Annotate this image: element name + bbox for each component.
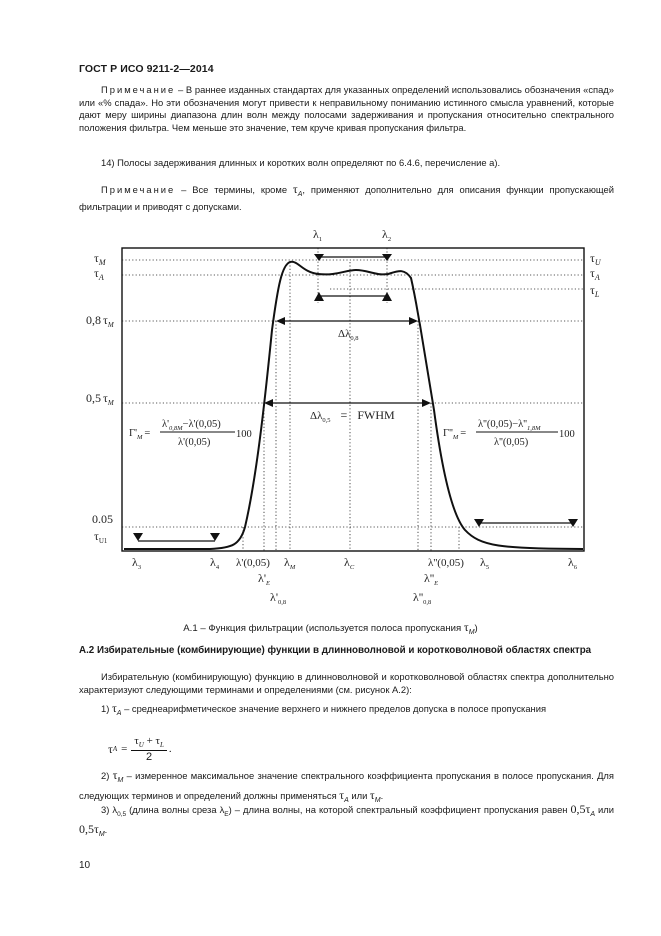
num-a: τ <box>134 735 139 747</box>
num-a-sub: U <box>138 741 144 750</box>
label-lambda-6: $\lambda_6$ <box>568 555 578 571</box>
formula-end: . <box>168 743 172 756</box>
item1-text: – среднеарифметическое значение верхнего и нижнего пределов допуска в полосе пропускания <box>124 703 547 714</box>
item2-t1: τ <box>339 787 345 802</box>
svg-text:Γ'M=: $\Gamma'_M$ = <box>129 428 151 441</box>
svg-text:λ''(0,05)−λ''1,8M: $\lambda''(0,05)-\lambda''_{1,8M}$ <box>478 419 541 432</box>
formula-eq: = <box>121 743 128 756</box>
section-title: А.2 Избирательные (комбинирующие) функции в длинноволновой и коротковолновой областях спектра <box>79 645 592 656</box>
item3-text-a: (длина волны среза <box>126 804 220 815</box>
item3-v2-sub: M <box>98 830 105 838</box>
item1-prefix: 1) <box>101 703 112 714</box>
item2-t1-sub: A <box>344 796 349 804</box>
item-1 <box>79 702 614 720</box>
label-lambda-4: $\lambda_4$ <box>210 555 220 571</box>
formula-lhs-sub: A <box>112 745 118 754</box>
tau-a-formula <box>108 735 172 763</box>
svg-text:100: 100 <box>236 429 252 440</box>
svg-text:λ''(0,05): λ''(0,05) <box>494 437 529 448</box>
item1-tau: τ <box>111 701 117 715</box>
left-slope-formula <box>129 419 252 448</box>
item1-tau-sub: A <box>116 709 122 717</box>
item3-lambda: λ <box>112 804 118 815</box>
label-tau-u: $\tau_U$ <box>590 251 601 267</box>
formula-lhs: τ <box>108 741 113 756</box>
svg-text:Γ''M=: $\Gamma''_M$ = <box>443 428 467 441</box>
label-p08: 0,8 $\tau_M$ <box>86 313 114 329</box>
item3-v1-sub: A <box>590 810 595 818</box>
label-tau-m: $\tau_M$ <box>94 251 106 267</box>
label-fwhm: $\Delta\lambda_{0,5}$ = FWHM <box>310 408 395 424</box>
label-tau-l: $\tau_L$ <box>590 283 600 299</box>
width08-arrow-left-head <box>276 317 285 325</box>
marker-l3 <box>133 533 143 541</box>
caption-tau-sub: M <box>468 628 475 636</box>
label-lambda-2: $\lambda_2$ <box>382 227 392 243</box>
label-lambda-ea: $\lambda'_E$ <box>258 571 270 587</box>
svg-text:100: 100 <box>559 429 575 440</box>
item2-text: – измеренное максимальное значение спектрального коэффициента пропускания в полосе пропускания. Для следующих терминов и определений должны применяться <box>79 770 614 801</box>
paragraph-1: Избирательную (комбинирующую) функцию в длинноволновой и коротковолновой областях спектра дополнительно характеризуют следующими терминами и определениями (см. рисунок А.2): <box>79 671 614 695</box>
formula-denominator: 2 <box>146 751 153 764</box>
label-lambda-c: $\lambda_C$ <box>344 555 355 571</box>
label-lambda-08b: $\lambda''_{0,8}$ <box>413 590 432 606</box>
label-width08: $\Delta\lambda_{0,8}$ <box>338 328 359 342</box>
filter-transmission-curve <box>124 262 583 549</box>
item2-mid: или <box>348 789 370 801</box>
item2-t2-sub: M <box>374 796 381 804</box>
item3-end: . <box>104 823 108 835</box>
num-b: τ <box>155 735 160 747</box>
item2-tau: τ <box>112 768 118 782</box>
formula-numerator <box>131 735 167 751</box>
item2-end: . <box>380 789 384 801</box>
label-lambda-005a: λ'(0,05) <box>236 557 270 569</box>
caption-tau: τ <box>463 620 469 634</box>
label-tau-u1: $\tau_{U1}$ <box>94 529 108 545</box>
marker-l4 <box>210 533 220 541</box>
note-text-after: , применяют дополнительно для описания функции пропускающей фильтрации и приводят с допусками. <box>79 184 614 213</box>
label-lambda-08a: $\lambda'_{0,8}$ <box>270 590 287 606</box>
caption-text: А.1 – Функция фильтрации (используется полоса пропускания <box>183 623 464 634</box>
figure-frame <box>122 248 584 551</box>
note-label: Примечание <box>101 184 176 195</box>
item-3 <box>79 802 614 842</box>
item3-v2: 0,5τ <box>79 821 99 836</box>
label-tau-a: $\tau_A$ <box>94 266 104 282</box>
label-tau-a-right: $\tau_A$ <box>590 266 600 282</box>
tau-subscript: A <box>297 190 303 198</box>
label-p005: 0.05 <box>92 512 113 526</box>
right-slope-formula <box>443 419 575 448</box>
label-lambda-eb: $\lambda''_E$ <box>424 571 439 587</box>
item2-prefix: 2) <box>101 770 113 781</box>
page-number: 10 <box>79 860 91 871</box>
label-lambda-005b: λ''(0,05) <box>428 557 464 569</box>
label-lambda-m: $\lambda_M$ <box>284 555 296 571</box>
svg-text:λ'(0,05): λ'(0,05) <box>178 437 211 448</box>
item3-lambda-e: λ <box>219 804 225 815</box>
width08-arrow-right-head <box>409 317 418 325</box>
tau-symbol: τ <box>292 182 298 196</box>
label-p05: 0,5 $\tau_M$ <box>86 391 114 407</box>
item3-prefix: 3) <box>101 804 113 815</box>
item-14: 14) Полосы задерживания длинных и коротких волн определяют по 6.4.6, перечисление a). <box>101 157 501 168</box>
item2-t2: τ <box>369 787 375 802</box>
item3-lambda-e-sub: E <box>224 810 229 818</box>
formula-fraction <box>131 735 167 763</box>
note-text: – В раннее изданных стандартах для указанных определений использовались обозначения «спад» или «% спада». Но эти обозначения могут привести к неправильному пониманию истинного смысла уравнений, которые дают меру ширины диапазона длин волн между полосами задерживания и пропускания относительно спектрального положения фильтра. Чем меньше это значение, тем круче кривая пропускания фильтра. <box>79 84 614 133</box>
item3-v1: 0,5τ <box>570 802 591 816</box>
item3-or: или <box>595 804 614 815</box>
fwhm-arrow-right-head <box>422 399 431 407</box>
item2-tau-sub: M <box>117 776 124 784</box>
caption-close: ) <box>474 623 478 634</box>
figure-caption <box>0 620 661 636</box>
num-plus: + <box>146 735 153 747</box>
label-lambda-3: $\lambda_3$ <box>132 555 142 571</box>
item3-text-b: ) – длина волны, на которой спектральный коэффициент пропускания равен <box>228 804 571 815</box>
label-lambda-1: $\lambda_1$ <box>313 227 323 243</box>
num-b-sub: L <box>159 741 164 750</box>
document-header: ГОСТ Р ИСО 9211-2—2014 <box>79 63 214 75</box>
svg-text:λ'0,8M−λ'(0,05): $\lambda'_{0,8M}-\lambda'(0,05)$ <box>162 419 221 432</box>
note-dash: – <box>175 184 193 195</box>
label-lambda-5: $\lambda_5$ <box>480 555 490 571</box>
note-label: Примечание <box>101 84 176 95</box>
note-text-before: Все термины, кроме <box>192 184 293 195</box>
item3-lambda-sub: 0,5 <box>117 810 127 818</box>
